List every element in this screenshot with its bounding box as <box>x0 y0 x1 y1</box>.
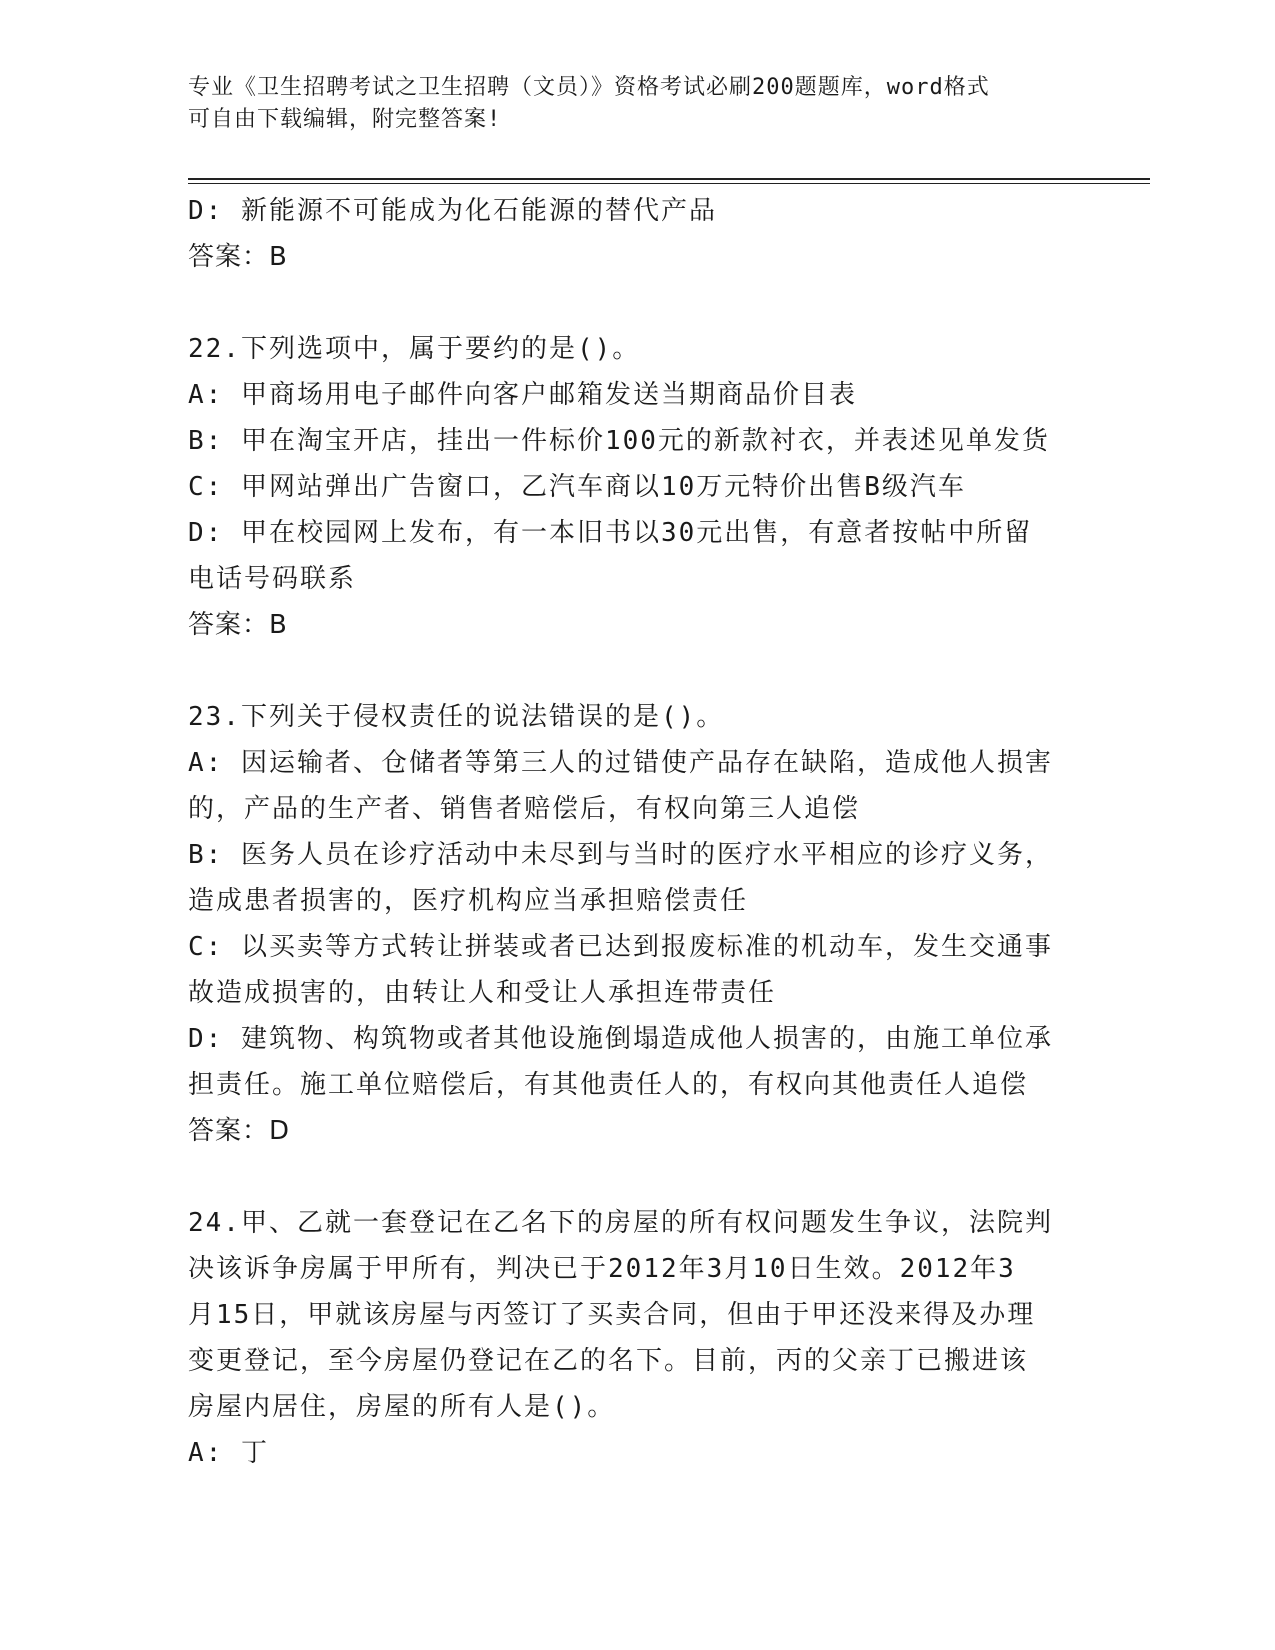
question-line: D: 新能源不可能成为化石能源的替代产品 <box>188 196 717 226</box>
block-spacer <box>188 648 1078 694</box>
question-line: 的，产品的生产者、销售者赔偿后，有权向第三人追偿 <box>188 794 861 824</box>
question-block <box>188 694 1078 1154</box>
question-line: C: 以买卖等方式转让拼装或者已达到报废标准的机动车，发生交通事 <box>188 932 1053 962</box>
answer-line: 答案：B <box>188 242 288 272</box>
question-line: 24.甲、乙就一套登记在乙名下的房屋的所有权问题发生争议，法院判 <box>188 1208 1053 1238</box>
header-line-1: 专业《卫生招聘考试之卫生招聘（文员）》资格考试必刷200题题库，word格式 <box>188 75 990 100</box>
question-content <box>188 188 1078 1476</box>
block-spacer <box>188 280 1078 326</box>
answer-line: 答案：B <box>188 610 288 640</box>
question-line: C: 甲网站弹出广告窗口，乙汽车商以10万元特价出售B级汽车 <box>188 472 966 502</box>
header-line-2: 可自由下载编辑，附完整答案! <box>188 107 502 132</box>
question-line: 房屋内居住，房屋的所有人是()。 <box>188 1392 616 1422</box>
question-line: 变更登记，至今房屋仍登记在乙的名下。目前，丙的父亲丁已搬进该 <box>188 1346 1029 1376</box>
question-line: 决该诉争房属于甲所有，判决已于2012年3月10日生效。2012年3 <box>188 1254 1016 1284</box>
question-line: A: 因运输者、仓储者等第三人的过错使产品存在缺陷，造成他人损害 <box>188 748 1053 778</box>
question-line: A: 丁 <box>188 1438 269 1468</box>
document-header <box>188 72 1068 136</box>
question-line: 23.下列关于侵权责任的说法错误的是()。 <box>188 702 725 732</box>
question-line: A: 甲商场用电子邮件向客户邮箱发送当期商品价目表 <box>188 380 857 410</box>
question-block <box>188 1200 1078 1476</box>
question-line: D: 建筑物、构筑物或者其他设施倒塌造成他人损害的，由施工单位承 <box>188 1024 1053 1054</box>
question-line: 故造成损害的，由转让人和受让人承担连带责任 <box>188 978 777 1008</box>
question-line: 电话号码联系 <box>188 564 357 594</box>
question-block <box>188 326 1078 648</box>
question-line: B: 甲在淘宝开店，挂出一件标价100元的新款衬衣，并表述见单发货 <box>188 426 1050 456</box>
question-block <box>188 188 1078 280</box>
question-line: B: 医务人员在诊疗活动中未尽到与当时的医疗水平相应的诊疗义务， <box>188 840 1053 870</box>
question-line: 造成患者损害的，医疗机构应当承担赔偿责任 <box>188 886 749 916</box>
question-line: 月15日，甲就该房屋与丙签订了买卖合同，但由于甲还没来得及办理 <box>188 1300 1036 1330</box>
question-line: 担责任。施工单位赔偿后，有其他责任人的，有权向其他责任人追偿 <box>188 1070 1029 1100</box>
question-line: D: 甲在校园网上发布，有一本旧书以30元出售，有意者按帖中所留 <box>188 518 1033 548</box>
header-divider <box>188 178 1150 184</box>
block-spacer <box>188 1154 1078 1200</box>
question-line: 22.下列选项中，属于要约的是()。 <box>188 334 641 364</box>
answer-line: 答案：D <box>188 1116 291 1146</box>
